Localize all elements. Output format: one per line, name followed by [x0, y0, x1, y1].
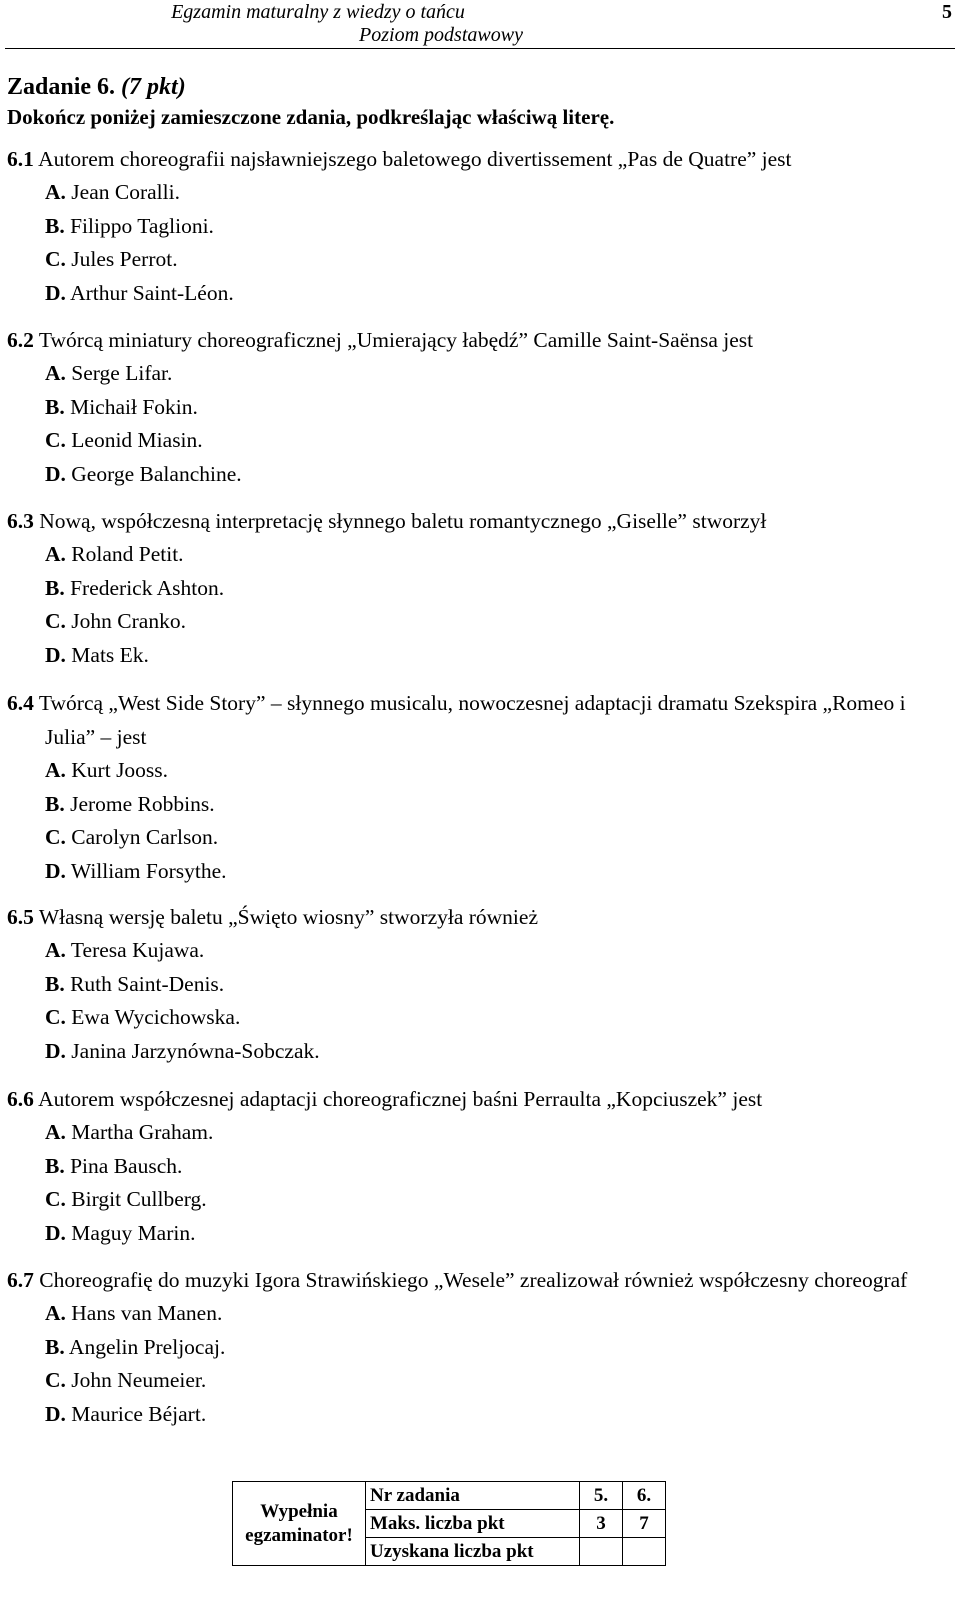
- option-text: William Forsythe.: [70, 858, 227, 883]
- option-c[interactable]: [45, 1183, 952, 1217]
- table-cell: 6.: [623, 1482, 666, 1510]
- option-letter: D.: [45, 642, 66, 667]
- option-text: Ewa Wycichowska.: [71, 1005, 241, 1029]
- option-letter: C.: [45, 1187, 66, 1211]
- question-number: 6.3: [7, 509, 34, 533]
- question-stem: [7, 1263, 952, 1297]
- option-text: Mats Ek.: [71, 642, 149, 667]
- option-list: [7, 754, 952, 888]
- option-letter: A.: [45, 1301, 66, 1325]
- option-c[interactable]: [45, 424, 952, 458]
- table-row: [233, 1482, 666, 1510]
- option-d[interactable]: [45, 639, 952, 673]
- option-text: Frederick Ashton.: [70, 575, 225, 600]
- question-text: Autorem współczesnej adaptacji choreograficznej baśni Perraulta „Kopciuszek” jest: [38, 1087, 763, 1111]
- question-text: Własną wersję baletu „Święto wiosny” stworzyła również: [38, 905, 538, 929]
- option-a[interactable]: [45, 538, 952, 572]
- table-cell: 3: [580, 1510, 623, 1538]
- question-text: Autorem choreografii najsławniejszego baletowego divertissement „Pas de Quatre” jest: [38, 147, 792, 171]
- option-letter: C.: [45, 1368, 66, 1392]
- question-number: 6.4: [7, 691, 34, 715]
- option-letter: B.: [45, 1334, 65, 1359]
- question-stem: [7, 142, 952, 176]
- option-b[interactable]: [45, 968, 952, 1002]
- option-letter: D.: [45, 461, 66, 486]
- question-6-5: [7, 900, 952, 1068]
- option-text: Leonid Miasin.: [71, 428, 203, 452]
- option-text: Angelin Preljocaj.: [68, 1334, 226, 1359]
- option-text: Maguy Marin.: [71, 1220, 196, 1245]
- question-number: 6.5: [7, 905, 34, 929]
- option-text: George Balanchine.: [71, 461, 242, 486]
- option-text: Martha Graham.: [71, 1120, 214, 1144]
- option-text: Maurice Béjart.: [71, 1401, 207, 1426]
- score-input-cell[interactable]: [623, 1538, 666, 1566]
- question-stem: [7, 686, 952, 754]
- option-text: Filippo Taglioni.: [70, 213, 214, 238]
- option-letter: A.: [45, 938, 66, 962]
- option-letter: C.: [45, 428, 66, 452]
- option-text: Hans van Manen.: [71, 1301, 223, 1325]
- examiner-fill-label: Wypełnia egzaminator!: [233, 1482, 366, 1566]
- option-letter: A.: [45, 180, 66, 204]
- option-a[interactable]: [45, 754, 952, 788]
- page-number: 5: [942, 1, 952, 23]
- option-c[interactable]: [45, 243, 952, 277]
- option-a[interactable]: [45, 934, 952, 968]
- table-cell: 7: [623, 1510, 666, 1538]
- question-6-1: [7, 142, 952, 310]
- option-letter: A.: [45, 542, 66, 566]
- table-cell: 5.: [580, 1482, 623, 1510]
- option-text: Roland Petit.: [71, 542, 184, 566]
- row-label: Uzyskana liczba pkt: [366, 1538, 580, 1566]
- option-text: John Cranko.: [71, 609, 186, 633]
- option-d[interactable]: [45, 1398, 952, 1432]
- option-letter: C.: [45, 825, 66, 849]
- option-letter: D.: [45, 280, 66, 305]
- option-text: Teresa Kujawa.: [70, 938, 205, 962]
- score-table: [232, 1481, 666, 1566]
- option-text: Carolyn Carlson.: [71, 825, 219, 849]
- option-text: Serge Lifar.: [71, 361, 173, 385]
- option-letter: D.: [45, 1038, 66, 1063]
- score-input-cell[interactable]: [580, 1538, 623, 1566]
- question-text: Nową, współczesną interpretację słynnego baletu romantycznego „Giselle” stworzył: [39, 509, 767, 533]
- option-letter: B.: [45, 213, 65, 238]
- option-d[interactable]: [45, 1217, 952, 1251]
- option-c[interactable]: [45, 1001, 952, 1035]
- option-letter: D.: [45, 1401, 66, 1426]
- option-text: Michaił Fokin.: [70, 394, 198, 419]
- option-d[interactable]: [45, 458, 952, 492]
- question-text: Twórcą „West Side Story” – słynnego musicalu, nowoczesnej adaptacji dramatu Szekspira „Romeo i Julia” – jest: [38, 691, 906, 749]
- option-text: Jules Perrot.: [71, 247, 178, 271]
- option-a[interactable]: [45, 1116, 952, 1150]
- option-b[interactable]: [45, 1331, 952, 1365]
- option-letter: A.: [45, 1120, 66, 1144]
- option-b[interactable]: [45, 210, 952, 244]
- question-6-6: [7, 1082, 952, 1250]
- option-letter: B.: [45, 575, 65, 600]
- option-letter: B.: [45, 394, 65, 419]
- option-letter: B.: [45, 971, 65, 996]
- option-text: Jerome Robbins.: [70, 791, 215, 816]
- header-subtitle: Poziom podstawowy: [359, 24, 523, 46]
- question-6-7: [7, 1263, 952, 1431]
- option-a[interactable]: [45, 176, 952, 210]
- option-text: Jean Coralli.: [71, 180, 180, 204]
- option-letter: C.: [45, 1005, 66, 1029]
- option-text: Janina Jarzynówna-Sobczak.: [71, 1038, 320, 1063]
- option-list: [7, 934, 952, 1068]
- option-a[interactable]: [45, 357, 952, 391]
- question-6-3: [7, 504, 952, 672]
- option-list: [7, 176, 952, 310]
- option-list: [7, 357, 952, 491]
- question-number: 6.1: [7, 147, 34, 171]
- option-letter: A.: [45, 758, 66, 782]
- row-label: Maks. liczba pkt: [366, 1510, 580, 1538]
- question-number: 6.7: [7, 1268, 34, 1292]
- header-title: Egzamin maturalny z wiedzy o tańcu: [171, 1, 465, 23]
- task-title: [7, 72, 186, 102]
- option-b[interactable]: [45, 1150, 952, 1184]
- header-rule: [5, 48, 955, 49]
- option-c[interactable]: [45, 1364, 952, 1398]
- task-instruction: Dokończ poniżej zamieszczone zdania, podkreślając właściwą literę.: [7, 105, 615, 129]
- question-text: Twórcą miniatury choreograficznej „Umierający łabędź” Camille Saint-Saënsa jest: [38, 328, 754, 352]
- option-text: Arthur Saint-Léon.: [70, 280, 234, 305]
- option-list: [7, 538, 952, 672]
- question-6-4: [7, 686, 952, 888]
- task-number: Zadanie 6.: [7, 74, 116, 100]
- option-list: [7, 1297, 952, 1431]
- option-a[interactable]: [45, 1297, 952, 1331]
- question-6-2: [7, 323, 952, 491]
- option-b[interactable]: [45, 391, 952, 425]
- option-d[interactable]: [45, 277, 952, 311]
- option-letter: C.: [45, 247, 66, 271]
- option-text: Pina Bausch.: [70, 1153, 183, 1178]
- option-b[interactable]: [45, 788, 952, 822]
- option-letter: D.: [45, 858, 66, 883]
- option-letter: A.: [45, 361, 66, 385]
- row-label: Nr zadania: [366, 1482, 580, 1510]
- option-list: [7, 1116, 952, 1250]
- question-number: 6.6: [7, 1087, 34, 1111]
- option-text: Kurt Jooss.: [71, 758, 169, 782]
- question-stem: [7, 900, 952, 934]
- task-points: (7 pkt): [121, 74, 186, 100]
- option-letter: B.: [45, 791, 65, 816]
- question-number: 6.2: [7, 328, 34, 352]
- option-letter: B.: [45, 1153, 65, 1178]
- option-d[interactable]: [45, 1035, 952, 1069]
- option-b[interactable]: [45, 572, 952, 606]
- question-stem: [7, 1082, 952, 1116]
- option-text: Birgit Cullberg.: [71, 1187, 207, 1211]
- question-stem: [7, 323, 952, 357]
- option-d[interactable]: [45, 855, 952, 889]
- option-letter: C.: [45, 609, 66, 633]
- option-text: John Neumeier.: [71, 1368, 207, 1392]
- option-c[interactable]: [45, 821, 952, 855]
- option-text: Ruth Saint-Denis.: [70, 971, 225, 996]
- option-c[interactable]: [45, 605, 952, 639]
- question-text: Choreografię do muzyki Igora Strawińskiego „Wesele” zrealizował również współczesny choreograf: [39, 1268, 908, 1292]
- option-letter: D.: [45, 1220, 66, 1245]
- question-stem: [7, 504, 952, 538]
